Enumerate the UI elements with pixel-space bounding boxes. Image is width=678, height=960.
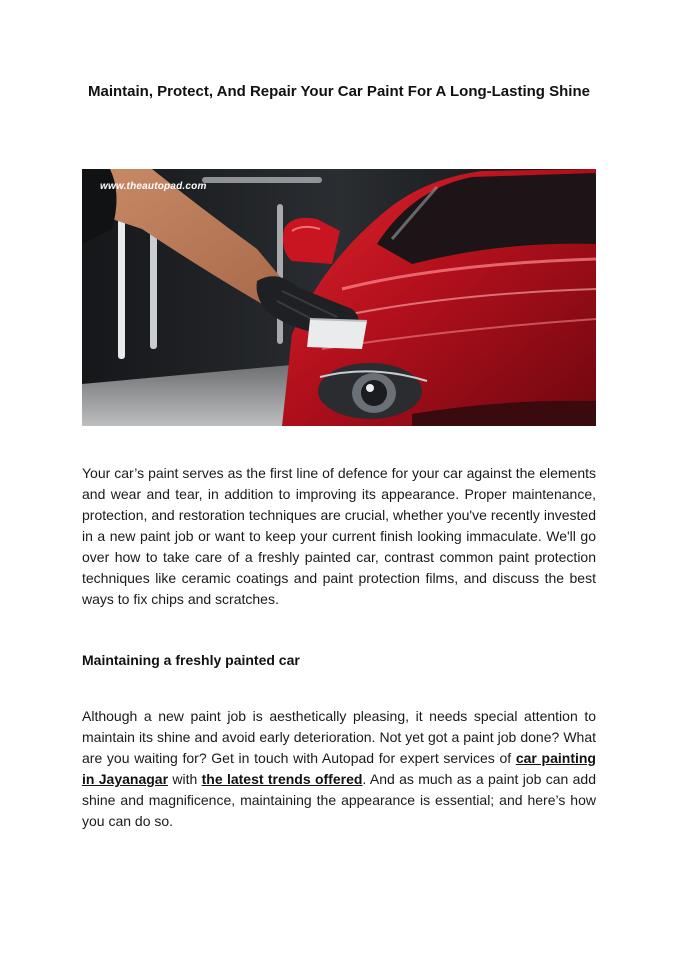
watermark-text: www.theautopad.com	[100, 181, 207, 192]
paragraph-text: . And as much as a paint job can add shine and magnificence, maintaining the appearance is essential; and here’s how you can do so.	[82, 771, 596, 829]
car-polishing-illustration	[82, 169, 596, 426]
page-title: Maintain, Protect, And Repair Your Car Paint For A Long-Lasting Shine	[88, 83, 590, 100]
intro-paragraph: Your car’s paint serves as the first line of defence for your car against the elements and wear and tear, in addition to improving its appearance. Proper maintenance, protection, and restoration techniques are crucial, whether you've recently invested in a new paint job or want to keep your current finish looking immaculate. We'll go over how to take care of a freshly painted car, contrast common paint protection techniques like ceramic coatings and paint protection films, and discuss the best ways to fix chips and scratches.	[82, 465, 596, 607]
section-heading: Maintaining a freshly painted car	[82, 652, 300, 668]
latest-trends-link[interactable]: the latest trends offered	[201, 771, 363, 787]
section-paragraph	[82, 706, 596, 832]
hero-image	[82, 169, 596, 426]
paragraph-text: Although a new paint job is aesthetically pleasing, it needs special attention to maintain its shine and avoid early deterioration. Not yet got a paint job done? What are you waiting for? Get in touch with Autopad for expert services of	[82, 708, 596, 766]
paragraph-text: with	[168, 771, 202, 787]
car-painting-link[interactable]: car painting in Jayanagar	[82, 750, 596, 787]
